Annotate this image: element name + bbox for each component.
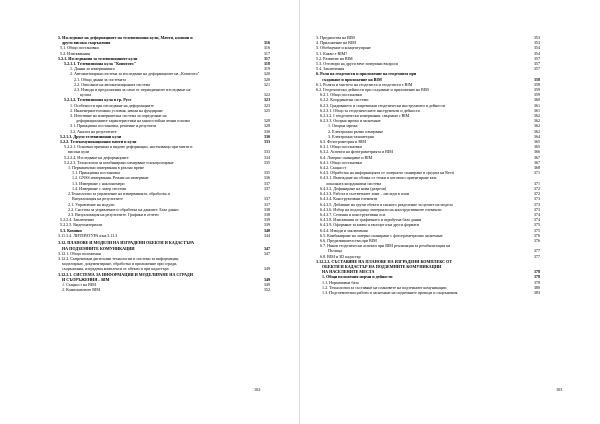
toc-entry-title: 5.3. Комини xyxy=(60,227,82,233)
toc-entry-page: 317 xyxy=(263,55,270,61)
toc-entry-page: 335 xyxy=(263,170,270,176)
toc-entry-page: 339 xyxy=(263,217,270,223)
toc-entry-title: 3.2. Анализ на резултатите xyxy=(70,128,117,134)
toc-entry-title: моделиране, документиране, обработка и приложение при сгради, xyxy=(62,261,178,267)
toc-entry-page: 376 xyxy=(533,237,540,243)
toc-entry-title: 1.1. Нормативна база xyxy=(322,279,359,285)
toc-entry-page: 362 xyxy=(533,113,540,119)
toc-entry-page: 365 xyxy=(533,139,540,145)
toc-entry-page: 337 xyxy=(263,185,270,191)
toc-entry-title: ОБЕКТИ И КАДАСТЪР НА ПОДЗЕМНИТЕ КОМУНИКАЦИИ xyxy=(322,263,442,269)
toc-entry-title: 6.2.3.3. Опорна мрежа и заснемане xyxy=(320,118,381,124)
toc-entry-title: 5.2.2.3. Технологии за комбинирано измерване и контролиране xyxy=(64,159,174,165)
toc-entry-page: 357 xyxy=(533,61,540,67)
toc-entry-page: 358 xyxy=(533,81,540,87)
toc-entry-title: 2. Инженерногеоложки условия, начин на фундиране xyxy=(70,107,163,113)
toc-entry-page: 377 xyxy=(533,248,540,254)
toc-entry-page: 352 xyxy=(263,287,270,293)
toc-entry-title: създаване и приложение на BIM xyxy=(322,76,382,82)
toc-entry-page: 359 xyxy=(533,92,540,98)
toc-entry-page: 323 xyxy=(263,97,270,103)
toc-entry-page: 375 xyxy=(533,227,540,233)
toc-entry-title: 2.Технологии за управление на измерванията, обработка и xyxy=(68,191,170,197)
toc-entry-title: 6.3.1. Общи постановки xyxy=(320,144,362,150)
toc-entry-page: 380 xyxy=(533,284,540,290)
toc-entry-title: 6.8. BIM и 3D кадастър xyxy=(320,253,361,259)
toc-entry-title: 5.2.1.2. Телевизионна кула в гр. Русе xyxy=(64,97,132,103)
toc-entry-page: 367 xyxy=(533,159,540,165)
toc-entry-page: 323 xyxy=(263,102,270,108)
toc-entry-page: 328 xyxy=(263,123,270,129)
toc-entry-page: 359 xyxy=(533,87,540,93)
toc-entry-page: 320 xyxy=(263,76,270,82)
toc-entry-title: 6.4.4. Изводи и заключения xyxy=(320,227,368,233)
toc-entry-page: 357 xyxy=(533,55,540,61)
toc-entry-title: 1. Данни за измерванията xyxy=(70,66,115,72)
toc-entry-page: 325 xyxy=(263,107,270,113)
toc-entry-title: 5.1. Какво е BIM? xyxy=(316,50,348,56)
toc-entry-title: 3.12.2.2. СЪСТАВЯНЕ НА ПЛАНОВЕ НА ИЗГРАДЕНИ КОМПЛЕКС ОТ xyxy=(316,258,453,264)
toc-entry-page: 353 xyxy=(533,35,540,40)
toc-entry-title: Визуализация на резултатите xyxy=(72,196,123,202)
toc-entry-page: 361 xyxy=(533,107,540,113)
toc-entry-title: 1. Същност на BIM xyxy=(62,282,96,288)
toc-entry-title: 6.2.3.2. I геодезически измервания, свързани с BIM xyxy=(320,113,410,119)
toc-entry-page: 337 xyxy=(263,196,270,202)
toc-entry-page: 357 xyxy=(533,66,540,72)
toc-entry-title: 5.2.1.3. Други телевизионни кули xyxy=(60,133,122,139)
toc-entry-title: 6.2.3.1. Общо за геодезическите инструменти и дейности xyxy=(320,107,420,113)
toc-entry-page: 353 xyxy=(533,40,540,46)
toc-entry-page: 375 xyxy=(533,222,540,228)
toc-entry-title: 1. Опорна мрежа xyxy=(328,123,358,129)
toc-entry-page: 374 xyxy=(533,217,540,223)
toc-entry-title: 2.3. Изводи и предложения за само от периодичните изследване на xyxy=(74,87,191,93)
toc-entry-title: 6.6. Предизвикателства при BIM xyxy=(320,237,377,243)
toc-entry-page: 366 xyxy=(533,149,540,155)
toc-entry-page: 344 xyxy=(263,232,270,238)
toc-entry-title: 6.4.3.8. Изисквания от графичната и атрибутна база данни xyxy=(320,217,422,223)
toc-entry-title: 3.12. ПЛАНОВЕ И МОДЕЛИ НА ИЗГРАДЕНИ ОБЕКТИ И КАДАСТЪРА xyxy=(58,240,195,246)
toc-entry-title: други високи съоръжения xyxy=(62,40,111,46)
toc-entry-title: НА НАСЕЛЕНИТЕ МЕСТА xyxy=(322,269,375,275)
toc-entry-title: 6.4.3.2. Дефиниране на нива (разрези) xyxy=(320,185,387,191)
toc-entry-title: 6.4.3. Обработка на информацията от лазерното сканиране в средата на Revit xyxy=(320,170,455,176)
toc-entry-title: локалната координатна система xyxy=(326,180,382,186)
toc-entry-page: 335 xyxy=(263,159,270,165)
page-number: 102 xyxy=(254,387,261,392)
toc-entry-title: деформационните характеристики на многостойни земни основи xyxy=(76,118,190,124)
toc-entry-page: 316 xyxy=(263,40,270,46)
toc-entry-page: 320 xyxy=(263,71,270,77)
toc-entry-page: 336 xyxy=(263,175,270,181)
toc-entry-page: 340 xyxy=(263,227,270,233)
toc-entry-title: 6.4.1. Общи постановки xyxy=(320,159,362,165)
toc-entry-title: 3.11.3.4. ЛИТЕРАТУРА към,3.11.3 xyxy=(58,232,118,238)
toc-entry-page: 337 xyxy=(263,180,270,186)
toc-entry-page: 319 xyxy=(263,66,270,72)
toc-entry-page: 316 xyxy=(263,45,270,51)
toc-entry-title: 4. Приложение на BIM xyxy=(316,40,356,46)
toc-entry-title: 2.3. Визуализация на резултатите. Графики в отчети xyxy=(68,211,159,217)
page-number: 103 xyxy=(556,387,563,392)
toc-entry-title: 2.1. Общи данни за системата xyxy=(74,76,126,82)
toc-entry-title: 2. Автоматизирана система за изследване на деформациите на „Копитото" xyxy=(70,71,200,77)
toc-entry-title: Пътища xyxy=(328,248,343,254)
toc-entry-page: 349 xyxy=(263,282,270,288)
toc-entry-title: 1.3. Подготвителни работи и заснемане на подземните проводи и съоръжения xyxy=(322,289,458,295)
toc-entry-page: 376 xyxy=(533,232,540,238)
toc-entry-title: 5.2.2.2. Изследване на деформациите xyxy=(64,154,129,160)
toc-entry-title: 5.3. Отговори на други вече зачертани въпроси xyxy=(316,61,398,67)
toc-entry-page: 373 xyxy=(533,196,540,202)
toc-entry-page: 378 xyxy=(533,274,540,280)
toc-entry-title: 2.2. Система за управление и обработка на данните. База данни xyxy=(68,206,179,212)
toc-entry-title: 2.2. Описание на автоматизираната система xyxy=(74,81,151,87)
toc-entry-title: 1. Перманентни измервания в реално време xyxy=(68,165,145,171)
toc-entry-page: 333 xyxy=(263,149,270,155)
toc-entry xyxy=(58,287,270,292)
toc-entry-title: НА ПОДЗЕМНИТЕ КОМУНИКАЦИИ xyxy=(62,245,135,251)
toc-entry-page: 373 xyxy=(533,206,540,212)
toc-entry-title: 6.4.3.3. Работа в съответните зони – изгледи в план xyxy=(320,191,410,197)
toc-entry-title: 5.2. Изискванния xyxy=(60,50,90,56)
toc-entry-title: съоръжения, изградени комплекси от обекти и при кадастъра xyxy=(62,266,169,272)
toc-entry-title: 3.1. Принципна постановка, решение и резултати xyxy=(70,123,157,129)
table-of-contents-right xyxy=(316,35,540,394)
toc-entry-page: 322 xyxy=(263,92,270,98)
toc-entry-title: 5.2.1. Изследвания за телевизионните кули xyxy=(58,55,138,61)
toc-entry-title: високи кули xyxy=(68,149,90,155)
toc-entry-title: 5. Изследване на деформациите на телевизионни кули, Мачти, комини и xyxy=(58,35,193,40)
toc-entry-title: 6.2. Геодезически дейности при създаване и приложение на BIM xyxy=(316,87,429,93)
toc-entry-page: 377 xyxy=(533,253,540,259)
toc-entry-title: 5.2. Развитие на BIM xyxy=(316,55,353,61)
toc-entry-title: кулата xyxy=(80,92,92,98)
toc-entry-page: 358 xyxy=(533,76,540,82)
toc-entry-page: 374 xyxy=(533,211,540,217)
toc-entry-page: 364 xyxy=(533,133,540,139)
toc-entry-page: 338 xyxy=(263,211,270,217)
toc-entry-title: 3. Предимства на BIM xyxy=(316,35,355,40)
toc-entry-title: 5.1. Общи постановки xyxy=(60,45,99,51)
toc-entry-page: 354 xyxy=(533,50,540,56)
toc-entry-page: 328 xyxy=(263,118,270,124)
toc-entry-title: 1. Особености при изследване на деформациите xyxy=(70,102,154,108)
toc-entry-title: 5.2.1.1. Телевизионна кула "Копитото" xyxy=(64,61,136,67)
toc-entry-page: 330 xyxy=(263,133,270,139)
toc-entry-page: 362 xyxy=(533,128,540,134)
toc-entry-page: 321 xyxy=(263,81,270,87)
toc-entry-title: 2. Електронно ръчно измерване xyxy=(328,128,384,134)
toc-entry-title: 6.4.3.4. Конструктивни елементи xyxy=(320,196,378,202)
toc-entry-page: 367 xyxy=(533,154,540,160)
toc-entry-page: 362 xyxy=(533,123,540,129)
toc-entry-page: 347 xyxy=(263,250,270,256)
toc-entry-page: 372 xyxy=(533,191,540,197)
toc-entry-title: 6.4.3.7. Сечения и конструктивни оси xyxy=(320,211,386,217)
toc-entry-title: 6.2.3. Градиването и съвременни геодезически инструменти и дейности xyxy=(320,102,446,108)
toc-entry-page: 378 xyxy=(533,269,540,275)
toc-entry-title: 1.2. Технологии за съставяне на плановете на подземните комуникации xyxy=(322,284,447,290)
toc-entry-title: 5.2.2.5. Видеоматериали xyxy=(60,222,103,228)
toc-entry-title: 6.2.2. Координатни системи xyxy=(320,97,369,103)
toc-entry-page: 383 xyxy=(533,289,540,295)
toc-entry-title: 1. Общи положения норми и дейности xyxy=(322,274,393,280)
toc-entry-page: 337 xyxy=(263,201,270,207)
toc-entry-page: 318 xyxy=(263,61,270,67)
toc-entry-page: 362 xyxy=(533,118,540,124)
toc-entry-page: 349 xyxy=(263,266,270,272)
toc-entry-title: 1.3. Измерване с наклономери xyxy=(72,180,125,186)
table-of-contents-left xyxy=(58,35,270,394)
toc-entry-title: 6.7. Някои геодезически аспекти при BIM реализация за рехабилитация на xyxy=(320,243,451,249)
toc-entry-title: 1.1. Принципна постановка xyxy=(72,170,120,176)
toc-entry-title: 5.4. Заключения xyxy=(316,66,345,72)
toc-entry-page: 361 xyxy=(533,102,540,108)
toc-entry-title: 6. Роля на геодезисти и приложение на геодезията при xyxy=(316,71,417,77)
toc-entry-title: 6.4.2. Същност xyxy=(320,165,347,171)
toc-entry-title: 1.4. Измерване с лазер системи xyxy=(72,185,127,191)
toc-entry-page: 373 xyxy=(533,201,540,207)
toc-entry-page: 372 xyxy=(533,185,540,191)
toc-entry-title: 3.12.2.1. СИСТЕМА ЗА ИНФОРМАЦИЯ И МОДЕЛИРАНЕ НА СГРАДИ xyxy=(58,271,193,277)
right-page xyxy=(300,0,600,424)
toc-entry-title: 6.3. Фотограметрия и BIM xyxy=(320,139,367,145)
toc-entry-title: 2. Компонентите BIM xyxy=(62,287,100,293)
toc-entry-title: 6.4. Лазерно сканиране и BIM xyxy=(320,154,373,160)
toc-entry-page: 360 xyxy=(533,97,540,103)
toc-entry xyxy=(316,290,540,295)
toc-entry-page: 330 xyxy=(263,128,270,134)
toc-entry-page: 371 xyxy=(533,180,540,186)
toc-entry-page: 334 xyxy=(263,154,270,160)
toc-entry-title: 6.4.3.1. Въвеждане на облака от точки и неговото ориентиране към xyxy=(320,175,437,181)
toc-entry-title: 6.4.3.6. Избор на подходящо материали на конструктивните елементи xyxy=(320,206,442,212)
toc-entry-page: 371 xyxy=(533,170,540,176)
toc-entry-title: 3.12.1. Общи положения xyxy=(58,250,101,256)
toc-entry-page: 365 xyxy=(533,144,540,150)
toc-entry-title: 5.2.2.4. Заключение xyxy=(60,217,95,223)
toc-entry-title: 5.2.2. Телекомуникационни мачти и кули xyxy=(60,139,137,145)
toc-entry-title: 3.12.2. Съвременни дигитални технологии и системи за информация, xyxy=(58,256,179,262)
toc-entry-title: 6.1. Ролята и мястото на геодезиста и геодезисти е BIM xyxy=(316,81,413,87)
toc-entry-page: 338 xyxy=(263,206,270,212)
toc-entry-title: 3. Изготвяне на измервателна система за определяне на xyxy=(70,113,167,119)
toc-entry-title: И СЪОРЪЖЕНИЯ – BIM xyxy=(62,276,110,282)
toc-entry-page: 378 xyxy=(533,279,540,285)
toc-entry-title: 6.3.2. Аспекти на фотограметрията и BIM xyxy=(320,149,393,155)
toc-entry-title: 1.2. GNSS измервания. Режим на измерване xyxy=(72,175,149,181)
toc-entry-page: 333 xyxy=(263,139,270,145)
toc-entry-title: 5.2.2.1. Основни причини и видове деформации, настъпващи при мачти и xyxy=(64,144,193,150)
toc-entry-title: 3. Електронна тахиметрия xyxy=(328,133,374,139)
toc-entry-title: 2.1. Управление на модули xyxy=(68,201,115,207)
toc-entry-page: 339 xyxy=(263,222,270,228)
toc-entry-page: 354 xyxy=(533,45,540,51)
toc-entry-page: 347 xyxy=(263,245,270,251)
toc-entry-title: 6.2.1. Общи постановки xyxy=(320,92,362,98)
toc-entry-title: 6.4.3.9. Оформяне за качен и експорт към други формати xyxy=(320,222,420,228)
toc-entry-title: 6.4.3.5. Добавяне на групи обекти и тяхното разделение за целите на модела xyxy=(320,201,453,207)
toc-entry-title: 5. Обобщение и концептуиране xyxy=(316,45,371,51)
toc-entry-page: 368 xyxy=(533,165,540,171)
toc-entry-page: 317 xyxy=(263,50,270,56)
toc-entry xyxy=(58,233,270,238)
toc-entry-page: 349 xyxy=(263,276,270,282)
toc-entry-title: 6.5. Комбиниране на лазерно сканиране с фотограметрично заснемане xyxy=(320,232,443,238)
